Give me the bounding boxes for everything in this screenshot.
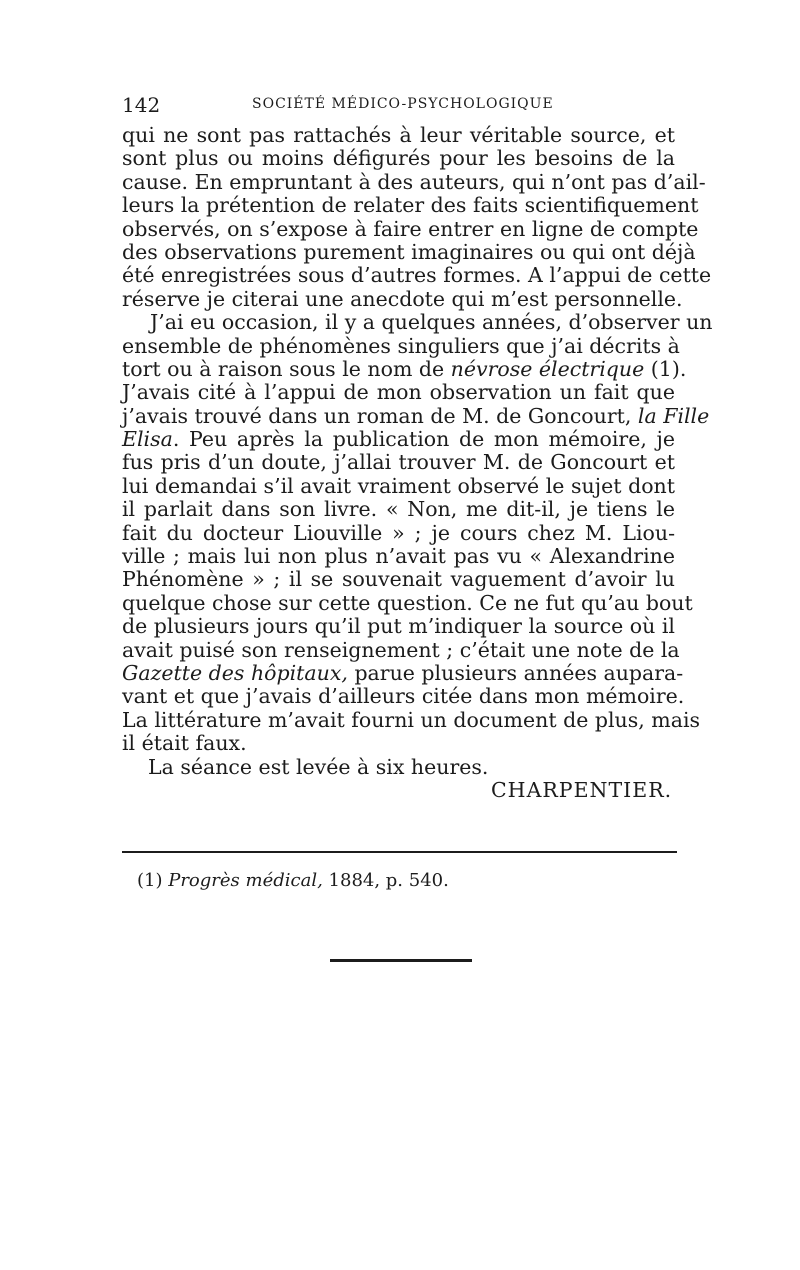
- text-line: qui ne sont pas rattachés à leur véritable source, et: [122, 123, 675, 147]
- footnote-divider: [122, 851, 677, 853]
- text-run: j’avais trouvé dans un roman de M. de Goncourt,: [122, 403, 638, 428]
- text-line: quelque chose sur cette question. Ce ne fut qu’au bout: [122, 590, 693, 615]
- text-line: lui demandai s’il avait vraiment observé le sujet dont: [122, 473, 675, 498]
- text-line: il parlait dans son livre. « Non, me dit-il, je tiens le: [122, 497, 675, 522]
- text-run: parue plusieurs années aupara-: [347, 660, 684, 685]
- text-line: La littérature m’avait fourni un document de plus, mais: [122, 707, 701, 732]
- text-line: [122, 403, 710, 428]
- end-rule: [330, 959, 472, 962]
- text-line: sont plus ou moins défigurés pour les besoins de la: [122, 146, 675, 171]
- text-line: cause. En empruntant à des auteurs, qui n’ont pas d’ail-: [122, 169, 706, 194]
- page-number: 142: [122, 93, 161, 117]
- text-line: des observations purement imaginaires ou qui ont déjà: [122, 239, 696, 264]
- text-line: ensemble de phénomènes singuliers que j’ai décrits à: [122, 333, 680, 358]
- text-line: avait puisé son renseignement ; c’était une note de la: [122, 637, 680, 662]
- footnote-title: Progrès médical,: [168, 870, 323, 891]
- text-run: . Peu après la publication de mon mémoire, je: [172, 427, 675, 452]
- text-line: ville ; mais lui non plus n’avait pas vu « Alexandrine: [122, 544, 675, 569]
- body-text: [122, 123, 713, 802]
- text-run: tort ou à raison sous le nom de: [122, 356, 451, 381]
- footnote-marker: (1): [137, 870, 169, 891]
- text-line: J’avais cité à l’appui de mon observation un fait que: [122, 380, 675, 405]
- footnote: [137, 870, 449, 891]
- text-line: leurs la prétention de relater des faits scientifiquement: [122, 193, 699, 218]
- running-title: SOCIÉTÉ MÉDICO-PSYCHOLOGIQUE: [252, 96, 554, 112]
- text-line: [122, 356, 687, 381]
- text-line: vant et que j’avais d’ailleurs citée dans mon mémoire.: [122, 684, 685, 709]
- text-line: de plusieurs jours qu’il put m’indiquer la source où il: [122, 614, 675, 639]
- signature: CHARPENTIER.: [491, 777, 673, 802]
- italic-title: la Fille: [637, 403, 710, 428]
- text-line: il était faux.: [122, 731, 247, 756]
- text-line: Phénomène » ; il se souvenait vaguement d’avoir lu: [122, 567, 675, 592]
- text-line: réserve je citerai une anecdote qui m’est personnelle.: [122, 286, 683, 311]
- text-line: fait du docteur Liouville » ; je cours chez M. Liou-: [122, 520, 675, 545]
- text-line: été enregistrées sous d’autres formes. A l’appui de cette: [122, 263, 712, 288]
- text-line: J’ai eu occasion, il y a quelques années, d’observer un: [150, 310, 713, 335]
- footnote-reference: (1).: [644, 356, 687, 381]
- footnote-citation: 1884, p. 540.: [322, 870, 449, 891]
- italic-title: névrose électrique: [450, 356, 645, 381]
- text-line: [122, 660, 684, 685]
- text-line: La séance est levée à six heures.: [148, 754, 489, 779]
- italic-title: Elisa: [122, 427, 173, 452]
- text-line: observés, on s’expose à faire entrer en ligne de compte: [122, 216, 699, 241]
- text-line: fus pris d’un doute, j’allai trouver M. de Goncourt et: [122, 450, 675, 475]
- text-line: [122, 428, 675, 451]
- italic-title: Gazette des hôpitaux,: [122, 660, 348, 685]
